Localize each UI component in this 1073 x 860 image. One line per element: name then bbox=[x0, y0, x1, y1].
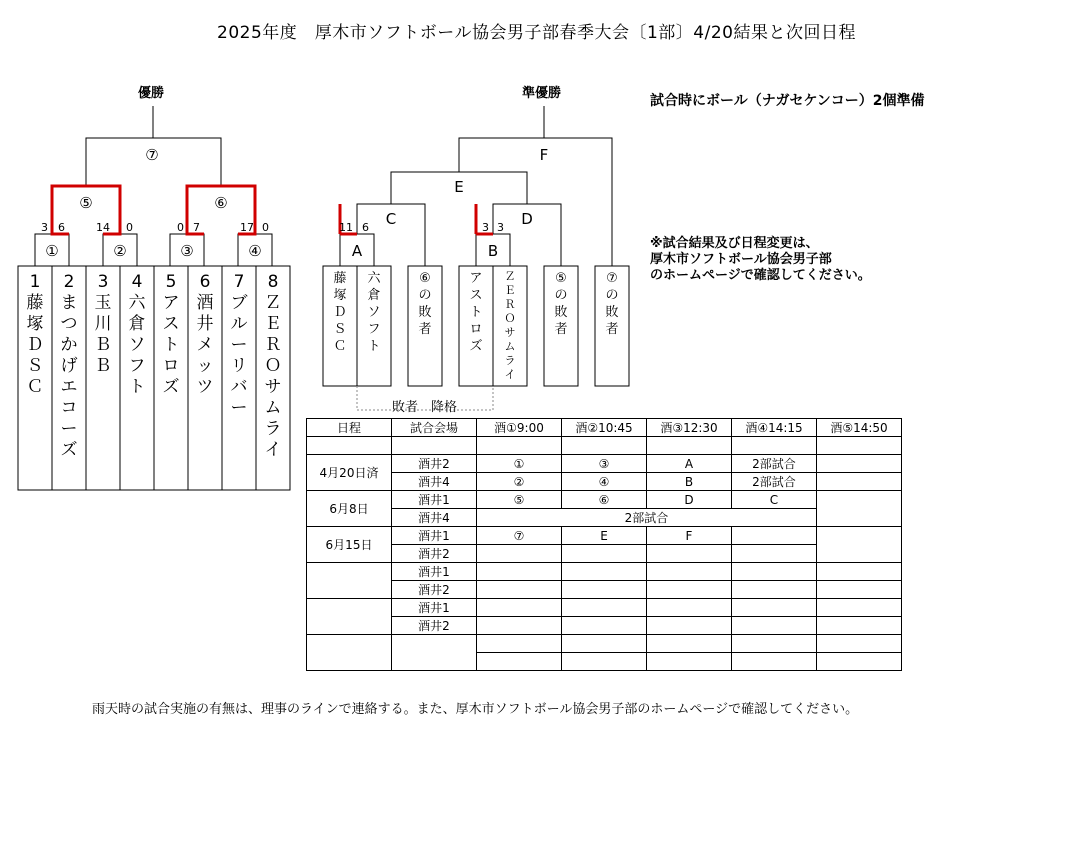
table-row: 酒井1 bbox=[307, 599, 902, 617]
match-2-marker: ② bbox=[113, 242, 127, 260]
table-row: 酒井1 bbox=[307, 563, 902, 581]
table-row: 6月15日 酒井1 ⑦ E F bbox=[307, 527, 902, 545]
score-A-team2: 6 bbox=[362, 221, 369, 234]
table-row: 酒井4 2部試合 bbox=[307, 509, 902, 527]
header-slot-4: 酒④14:15 bbox=[732, 419, 817, 437]
score-B-team1: 3 bbox=[482, 221, 489, 234]
score-m1-team1: 3 bbox=[41, 221, 48, 234]
match-3-marker: ③ bbox=[180, 242, 194, 260]
table-row bbox=[307, 635, 902, 653]
header-date: 日程 bbox=[307, 419, 392, 437]
match-7-marker: ⑦ bbox=[145, 146, 159, 164]
match-4-marker: ④ bbox=[248, 242, 262, 260]
row-date: 4月20日済 bbox=[307, 455, 392, 491]
page-title: 2025年度 厚木市ソフトボール協会男子部春季大会〔1部〕4/20結果と次回日程 bbox=[217, 23, 856, 43]
score-m2-team3: 14 bbox=[96, 221, 110, 234]
losers-team-fujitsuka: 藤 塚 Ｄ Ｓ Ｃ bbox=[333, 271, 347, 354]
losers-loser-of-6: ⑥ の 敗 者 bbox=[418, 271, 432, 337]
footer-note: 雨天時の試合実施の有無は、理事のラインで連絡する。また、厚木市ソフトボール協会男子部のホームページで確認してください。 bbox=[92, 702, 859, 717]
match-E-marker: E bbox=[454, 178, 464, 196]
ball-note: 試合時にボール（ナガセケンコー）2個準備 bbox=[650, 93, 925, 109]
row-date: 6月8日 bbox=[307, 491, 392, 527]
losers-loser-of-5: ⑤ の 敗 者 bbox=[554, 271, 568, 337]
header-venue: 試合会場 bbox=[392, 419, 477, 437]
row-date: 6月15日 bbox=[307, 527, 392, 563]
score-B-team2: 3 bbox=[497, 221, 504, 234]
match-C-marker: C bbox=[385, 210, 397, 228]
match-5-marker: ⑤ bbox=[79, 194, 93, 212]
table-row: 酒井2 bbox=[307, 581, 902, 599]
match-B-marker: B bbox=[487, 242, 499, 260]
score-A-team1: 11 bbox=[339, 221, 353, 234]
score-m2-team4: 0 bbox=[126, 221, 133, 234]
team-2-name: 2 ま つ か げ エ コ ー ズ bbox=[60, 272, 78, 460]
runner-up-label: 準優勝 bbox=[522, 86, 562, 101]
losers-team-zero-samurai: Ｚ Ｅ Ｒ Ｏ サ ム ラ イ bbox=[504, 270, 516, 381]
table-row: 6月8日 酒井1 ⑤ ⑥ D C bbox=[307, 491, 902, 509]
match-D-marker: D bbox=[521, 210, 533, 228]
table-row: 酒井4 ② ④ B 2部試合 bbox=[307, 473, 902, 491]
table-row: 4月20日済 酒井2 ① ③ A 2部試合 bbox=[307, 455, 902, 473]
schedule-blank-row bbox=[307, 437, 902, 455]
score-m4-team8: 0 bbox=[262, 221, 269, 234]
match-6-marker: ⑥ bbox=[214, 194, 228, 212]
score-m4-team7: 17 bbox=[240, 221, 254, 234]
header-slot-3: 酒③12:30 bbox=[647, 419, 732, 437]
results-note: ※試合結果及び日程変更は、 厚木市ソフトボール協会男子部 のホームページで確認してください。 bbox=[650, 236, 871, 283]
schedule-header-row bbox=[307, 419, 902, 437]
division-2-span: 2部試合 bbox=[477, 509, 817, 527]
team-8-name: 8 Ｚ Ｅ Ｒ Ｏ サ ム ラ イ bbox=[264, 272, 282, 460]
table-row: 酒井2 bbox=[307, 545, 902, 563]
losers-team-rokukura: 六 倉 ソ フ ト bbox=[367, 271, 381, 354]
match-1-marker: ① bbox=[45, 242, 59, 260]
losers-loser-of-7: ⑦ の 敗 者 bbox=[605, 271, 619, 337]
team-6-name: 6 酒 井 メ ッ ツ bbox=[196, 272, 214, 397]
schedule-table bbox=[306, 418, 902, 671]
team-4-name: 4 六 倉 ソ フ ト bbox=[128, 272, 146, 397]
match-A-marker: A bbox=[351, 242, 363, 260]
score-m3-team5: 0 bbox=[177, 221, 184, 234]
score-m3-team6: 7 bbox=[193, 221, 200, 234]
score-m1-team2: 6 bbox=[58, 221, 65, 234]
row-date bbox=[307, 599, 392, 635]
header-slot-2: 酒②10:45 bbox=[562, 419, 647, 437]
row-date bbox=[307, 635, 392, 671]
demotion-label: 敗者 降格 bbox=[392, 400, 458, 415]
champion-label: 優勝 bbox=[138, 86, 165, 101]
row-date bbox=[307, 563, 392, 599]
team-3-name: 3 玉 川 Ｂ Ｂ bbox=[94, 272, 112, 376]
team-5-name: 5 ア ス ト ロ ズ bbox=[162, 272, 180, 397]
team-1-name: 1 藤 塚 Ｄ Ｓ Ｃ bbox=[26, 272, 44, 397]
losers-team-astros: ア ス ト ロ ズ bbox=[469, 271, 483, 354]
match-F-marker: F bbox=[539, 146, 549, 164]
team-7-name: 7 ブ ル ー リ バ ー bbox=[230, 272, 248, 418]
header-slot-5: 酒⑤14:50 bbox=[817, 419, 902, 437]
header-slot-1: 酒①9:00 bbox=[477, 419, 562, 437]
table-row: 酒井2 bbox=[307, 617, 902, 635]
